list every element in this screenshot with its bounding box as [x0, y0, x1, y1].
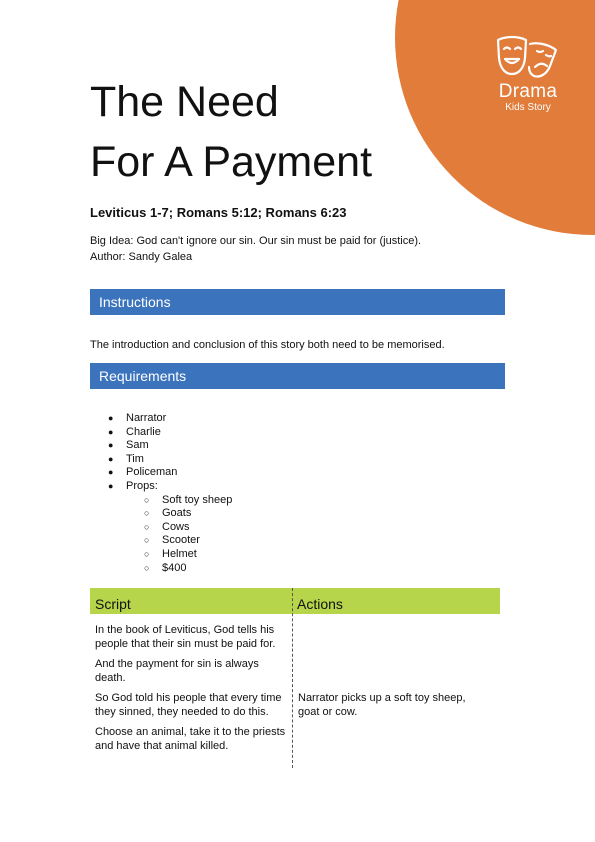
title-line-2: For A Payment	[90, 138, 373, 186]
list-item: ● Tim	[108, 452, 144, 465]
script-line: Choose an animal, take it to the priests and have that animal killed.	[95, 726, 286, 752]
circle-bullet-icon: ○	[144, 521, 150, 532]
theatre-masks-icon	[492, 34, 564, 80]
list-item: ● Policeman	[108, 466, 178, 479]
instructions-heading: Instructions	[90, 289, 505, 315]
big-idea: Big Idea: God can't ignore our sin. Our sin must be paid for (justice).	[90, 235, 422, 247]
script-lines	[95, 624, 287, 760]
title-line-1: The Need	[90, 78, 279, 126]
logo-subtitle: Kids Story	[505, 102, 551, 113]
bullet-icon: ●	[108, 426, 114, 437]
script-table-header	[90, 588, 500, 614]
list-item: ● Charlie	[108, 425, 161, 438]
page-title	[90, 72, 372, 192]
story-meta	[90, 233, 421, 265]
circle-bullet-icon: ○	[144, 535, 150, 546]
script-line: In the book of Leviticus, God tells his people that their sin must be paid for.	[95, 624, 276, 650]
circle-bullet-icon: ○	[144, 494, 150, 505]
script-line: So God told his people that every time they sinned, they needed to do this.	[95, 692, 282, 718]
bullet-icon: ●	[108, 467, 114, 478]
list-item: ● Sam	[108, 439, 149, 452]
bullet-icon: ●	[108, 440, 114, 451]
requirements-heading: Requirements	[90, 363, 505, 389]
actions-column-header: Actions	[297, 596, 343, 612]
list-item: ● Narrator	[108, 412, 167, 424]
drama-logo	[488, 34, 568, 114]
bullet-icon: ●	[108, 453, 114, 464]
prop-item: ○ $400	[144, 561, 187, 574]
prop-item: ○ Scooter	[144, 534, 200, 547]
column-divider	[292, 588, 293, 768]
logo-title: Drama	[498, 81, 558, 102]
script-line: And the payment for sin is always death.	[95, 658, 259, 684]
bullet-icon: ●	[108, 413, 114, 423]
prop-item: ○ Helmet	[144, 547, 197, 560]
list-item: ● Props:	[108, 479, 158, 492]
prop-item: ○ Cows	[144, 520, 190, 533]
circle-bullet-icon: ○	[144, 562, 150, 573]
circle-bullet-icon: ○	[144, 548, 150, 559]
script-column-header: Script	[95, 596, 131, 612]
author: Author: Sandy Galea	[90, 251, 193, 263]
scripture-references: Leviticus 1-7; Romans 5:12; Romans 6:23	[90, 205, 347, 220]
bullet-icon: ●	[108, 480, 114, 491]
circle-bullet-icon: ○	[144, 508, 150, 519]
instructions-text: The introduction and conclusion of this story both need to be memorised.	[90, 339, 445, 351]
prop-item: ○ Goats	[144, 507, 192, 520]
prop-item: ○ Soft toy sheep	[144, 493, 233, 506]
action-line: Narrator picks up a soft toy sheep, goat or cow.	[298, 692, 466, 718]
requirements-list	[108, 412, 232, 575]
